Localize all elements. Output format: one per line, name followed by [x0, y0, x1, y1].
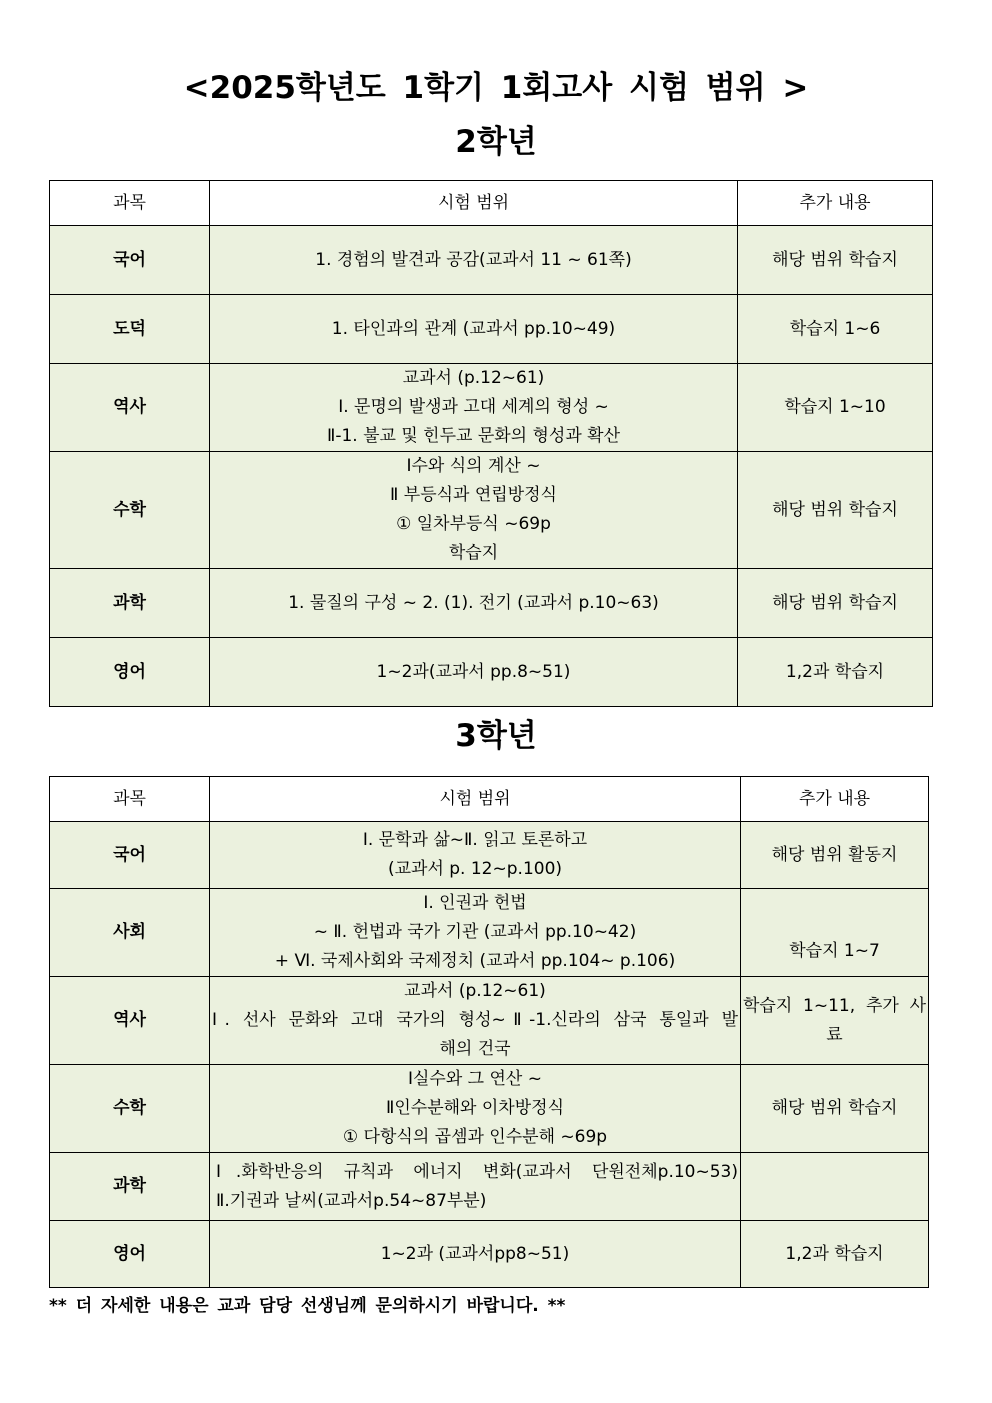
- range-cell: [210, 638, 738, 707]
- range-cell: [210, 295, 738, 364]
- range-cell: [210, 1221, 741, 1288]
- range-line: Ⅰ. 인권과 헌법: [423, 893, 527, 913]
- extra-line: 해당 범위 학습지: [772, 249, 898, 270]
- extra-cell: [738, 364, 933, 452]
- subject-cell: 역사: [50, 977, 210, 1065]
- table-row: [50, 889, 929, 977]
- extra-line: 학습지 1~6: [789, 318, 881, 339]
- header-subject: 과목: [50, 181, 210, 226]
- table-row: [50, 1221, 929, 1288]
- extra-cell: [741, 977, 929, 1065]
- grade2-exam-table: [49, 180, 933, 707]
- extra-line: 해당 범위 학습지: [772, 499, 898, 520]
- extra-line: 학습지 1~11, 추가 사: [743, 995, 926, 1016]
- extra-cell: [738, 226, 933, 295]
- range-line: Ⅰ. 선사 문화와 고대 국가의 형성~Ⅱ-1.신라의 삼국 통일과 발: [212, 1010, 738, 1030]
- table-row: [50, 452, 933, 569]
- table-row: [50, 822, 929, 889]
- footer-note: ** 더 자세한 내용은 교과 담당 선생님께 문의하시기 바랍니다. **: [49, 1296, 566, 1316]
- extra-line: 1,2과 학습지: [785, 1243, 884, 1264]
- extra-line: 학습지 1~10: [784, 397, 886, 417]
- range-line: Ⅰ. 문명의 발생과 고대 세계의 형성 ~: [338, 397, 609, 417]
- range-line: 교과서 (p.12~61): [404, 981, 546, 1001]
- range-cell: [210, 452, 738, 569]
- extra-line: 해당 범위 학습지: [771, 1098, 898, 1118]
- header-range: 시험 범위: [210, 777, 741, 822]
- range-line: 1. 물질의 구성 ~ 2. (1). 전기 (교과서 p.10~63): [288, 592, 659, 613]
- extra-line: 해당 범위 학습지: [772, 592, 898, 613]
- page-title: <2025학년도 1학기 1회고사 시험 범위 >: [183, 70, 809, 106]
- table-row: [50, 1153, 929, 1221]
- table-header-row: [50, 181, 933, 226]
- range-line: Ⅰ실수와 그 연산 ~: [407, 1069, 542, 1089]
- subject-cell: 과학: [50, 569, 210, 638]
- subject-cell: 도덕: [50, 295, 210, 364]
- grade2-heading: 2학년: [455, 124, 537, 160]
- subject-cell: 국어: [50, 822, 210, 889]
- subject-cell: 역사: [50, 364, 210, 452]
- extra-cell: [738, 452, 933, 569]
- range-line: ① 다항식의 곱셈과 인수분해 ~69p: [342, 1127, 608, 1147]
- range-line: + Ⅵ. 국제사회와 국제정치 (교과서 pp.104~ p.106): [274, 951, 676, 971]
- range-line: 1~2과(교과서 pp.8~51): [376, 661, 571, 682]
- range-line: Ⅰ.화학반응의 규칙과 에너지 변화(교과서 단원전체p.10~53): [216, 1161, 738, 1182]
- extra-line: 학습지 1~7: [789, 941, 880, 961]
- subject-cell: 수학: [50, 1065, 210, 1153]
- range-line: 해의 건국: [439, 1039, 511, 1059]
- range-cell: [210, 977, 741, 1065]
- extra-cell: [741, 822, 929, 889]
- extra-line: 료: [826, 1024, 843, 1045]
- header-range: 시험 범위: [210, 181, 738, 226]
- table-row: [50, 569, 933, 638]
- grade3-exam-table: [49, 776, 929, 1288]
- range-line: (교과서 p. 12~p.100): [387, 859, 563, 879]
- extra-line: 1,2과 학습지: [785, 661, 885, 682]
- range-line: ① 일차부등식 ~69p: [396, 514, 551, 534]
- table-row: [50, 638, 933, 707]
- range-cell: [210, 364, 738, 452]
- range-cell: [210, 1065, 741, 1153]
- extra-cell: [741, 1153, 929, 1221]
- range-line: Ⅱ인수분해와 이차방정식: [386, 1098, 564, 1118]
- header-extra: 추가 내용: [741, 777, 929, 822]
- header-subject: 과목: [50, 777, 210, 822]
- extra-cell: [741, 889, 929, 977]
- range-line: ~ Ⅱ. 헌법과 국가 기관 (교과서 pp.10~42): [313, 922, 637, 942]
- range-cell: [210, 226, 738, 295]
- table-row: [50, 295, 933, 364]
- grade3-heading: 3학년: [455, 718, 537, 754]
- extra-cell: [738, 569, 933, 638]
- range-line: 교과서 (p.12~61): [402, 368, 545, 388]
- range-line: 1. 타인과의 관계 (교과서 pp.10~49): [331, 318, 616, 339]
- subject-cell: 과학: [50, 1153, 210, 1221]
- subject-cell: 국어: [50, 226, 210, 295]
- table-row: [50, 1065, 929, 1153]
- range-line: 학습지: [448, 543, 499, 563]
- table-row: [50, 977, 929, 1065]
- range-cell: [210, 822, 741, 889]
- extra-cell: [741, 1065, 929, 1153]
- extra-cell: [738, 638, 933, 707]
- header-extra: 추가 내용: [738, 181, 933, 226]
- extra-cell: [738, 295, 933, 364]
- range-line: 1. 경험의 발견과 공감(교과서 11 ~ 61쪽): [315, 249, 632, 270]
- subject-cell: 영어: [50, 638, 210, 707]
- table-row: [50, 226, 933, 295]
- range-line: Ⅰ수와 식의 계산 ~: [406, 456, 541, 476]
- range-cell: [210, 569, 738, 638]
- range-line: 1~2과 (교과서pp8~51): [380, 1243, 570, 1264]
- extra-line: 해당 범위 활동지: [771, 844, 898, 865]
- range-line: Ⅰ. 문학과 삶~Ⅱ. 읽고 토론하고: [362, 830, 588, 850]
- subject-cell: 수학: [50, 452, 210, 569]
- range-line: Ⅱ.기권과 날씨(교과서p.54~87부분): [216, 1190, 487, 1211]
- subject-cell: 영어: [50, 1221, 210, 1288]
- subject-cell: 사회: [50, 889, 210, 977]
- table-row: [50, 364, 933, 452]
- range-line: Ⅱ-1. 불교 및 힌두교 문화의 형성과 확산: [326, 426, 621, 446]
- extra-cell: [741, 1221, 929, 1288]
- range-line: Ⅱ 부등식과 연립방정식: [390, 485, 557, 505]
- table-header-row: [50, 777, 929, 822]
- range-cell: [210, 1153, 741, 1221]
- range-cell: [210, 889, 741, 977]
